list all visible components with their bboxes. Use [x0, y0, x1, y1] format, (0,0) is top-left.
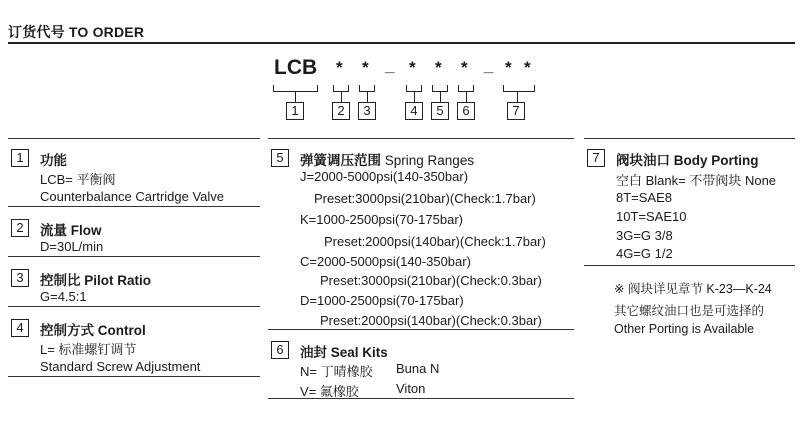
code-box-1: 1: [286, 102, 304, 120]
section-4-number: 4: [11, 319, 29, 337]
section-5-title-cn: 弹簧调压范围: [300, 153, 381, 168]
section-3-title-cn: 控制比: [40, 273, 81, 288]
porting-8t: 8T=SAE8: [616, 190, 673, 205]
note-line-2: 其它螺纹油口也是可选择的: [614, 304, 765, 318]
section-5-number: 5: [271, 149, 289, 167]
code-mark-2: *: [362, 58, 369, 77]
header-divider: [8, 42, 795, 44]
porting-3g: 3G=G 3/8: [616, 228, 673, 243]
note-line-3: Other Porting is Available: [614, 322, 755, 336]
code-box-2: 2: [332, 102, 350, 120]
seal-v-en: Viton: [396, 381, 426, 396]
divider-col1-top: [8, 138, 260, 139]
code-mark-5: *: [461, 58, 468, 77]
section-1-line-1: LCB= 平衡阀: [40, 172, 116, 187]
code-mark-7: *: [524, 58, 531, 77]
divider-col3-top: [584, 138, 795, 139]
divider-col1-s3: [8, 306, 260, 307]
code-box-6: 6: [457, 102, 475, 120]
code-mark-4: *: [435, 58, 442, 77]
section-3-number: 3: [11, 269, 29, 287]
bracket-7: [503, 85, 535, 92]
spring-range-j: J=2000-5000psi(140-350bar): [300, 169, 469, 184]
divider-col1-s4: [8, 376, 260, 377]
section-2-number: 2: [11, 219, 29, 237]
section-1-title: 功能: [40, 153, 67, 168]
section-6-number: 6: [271, 341, 289, 359]
code-mark-1: *: [336, 58, 343, 77]
section-3-line-1: G=4.5:1: [40, 289, 87, 304]
code-mark-6: *: [505, 58, 512, 77]
divider-col3-s7: [584, 265, 795, 266]
section-7-number: 7: [587, 149, 605, 167]
section-4-line-2: Standard Screw Adjustment: [40, 359, 201, 374]
section-3-title-en: Pilot Ratio: [84, 273, 152, 288]
model-prefix: LCB: [274, 56, 318, 79]
divider-col1-s2: [8, 256, 260, 257]
seal-v-cn: V= 氟橡胶: [300, 384, 359, 399]
code-separator-1: _: [385, 56, 395, 75]
code-box-4: 4: [405, 102, 423, 120]
section-2-title-en: Flow: [70, 223, 102, 238]
spring-range-c: C=2000-5000psi(140-350bar): [300, 254, 471, 269]
section-1-number: 1: [11, 149, 29, 167]
spring-preset-k: Preset:2000psi(140bar)(Check:1.7bar): [324, 234, 546, 249]
section-4-title-cn: 控制方式: [40, 323, 94, 338]
page-title: 订货代号 TO ORDER: [8, 24, 145, 40]
spring-preset-j: Preset:3000psi(210bar)(Check:1.7bar): [314, 191, 536, 206]
spring-range-d: D=1000-2500psi(70-175bar): [300, 293, 464, 308]
note-line-1: ※ 阀块详见章节 K-23—K-24: [614, 282, 772, 296]
porting-blank: 空白 Blank= 不带阀块 None: [616, 173, 777, 188]
porting-10t: 10T=SAE10: [616, 209, 687, 224]
code-box-7: 7: [507, 102, 525, 120]
section-6-title-cn: 油封: [300, 345, 327, 360]
section-7-title-cn: 阀块油口: [616, 153, 670, 168]
seal-n-en: Buna N: [396, 361, 440, 376]
section-5-title: [300, 149, 474, 169]
spring-range-k: K=1000-2500psi(70-175bar): [300, 212, 463, 227]
section-4-title: [40, 319, 146, 339]
code-box-3: 3: [358, 102, 376, 120]
section-2-title: [40, 219, 102, 239]
porting-4g: 4G=G 1/2: [616, 246, 673, 261]
section-6-title-en: Seal Kits: [330, 345, 388, 360]
code-box-5: 5: [431, 102, 449, 120]
spring-preset-c: Preset:3000psi(210bar)(Check:0.3bar): [320, 273, 542, 288]
section-2-title-cn: 流量: [40, 223, 67, 238]
seal-n-cn: N= 丁晴橡胶: [300, 364, 373, 379]
code-separator-2: _: [484, 56, 494, 75]
section-7-title-en: Body Porting: [673, 153, 759, 168]
code-mark-3: *: [409, 58, 416, 77]
section-7-title: [616, 149, 759, 169]
section-2-line-1: D=30L/min: [40, 239, 104, 254]
divider-col1-s1: [8, 206, 260, 207]
section-4-title-en: Control: [97, 323, 146, 338]
section-1-line-2: Counterbalance Cartridge Valve: [40, 189, 225, 204]
section-6-title: [300, 341, 388, 361]
divider-col2-s5: [268, 329, 574, 330]
section-4-line-1: L= 标准螺钉调节: [40, 342, 137, 357]
section-3-title: [40, 269, 151, 289]
divider-col2-top: [268, 138, 574, 139]
spring-preset-d: Preset:2000psi(140bar)(Check:0.3bar): [320, 313, 542, 328]
section-5-title-en: Spring Ranges: [384, 153, 475, 168]
